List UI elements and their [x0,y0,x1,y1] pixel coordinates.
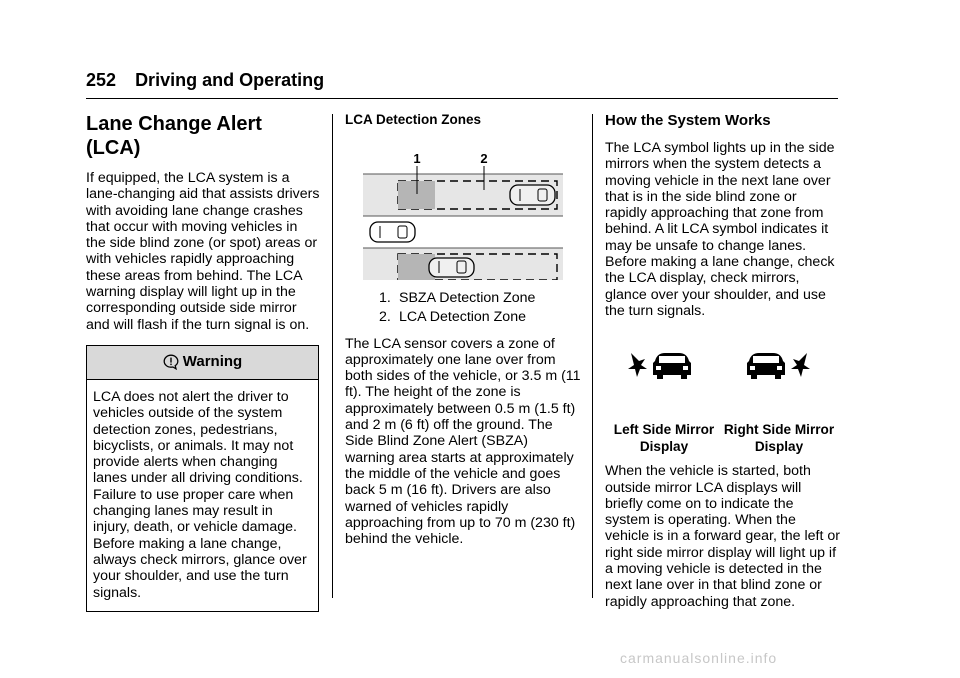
lca-title: Lane Change Alert (LCA) [86,113,262,159]
right-mirror-caption: Right Side Mirror Display [723,422,835,455]
watermark: carmanualsonline.info [620,650,778,666]
diagram-legend [379,290,581,326]
warning-icon [163,354,179,370]
legend-item: 1. SBZA Detection Zone [379,290,536,306]
mirror-display-icons [605,341,841,461]
how-it-works-text: The LCA symbol lights up in the side mirrors when the system detects a moving vehicle in the next lane over that is in the side blind zone or rapidly approaching that zone from behind. A lit LCA symbol indicates it may be unsafe to change lanes. Before making a lane change, check the LCA display, check mirrors, glance over your shoulder, and use the turn signals. [605,140,835,319]
left-mirror-lca-icon [625,347,695,387]
page-header [86,70,324,91]
detection-zones-title: LCA Detection Zones [345,112,482,127]
warning-title: Warning [182,353,243,371]
column-2 [345,112,581,557]
right-mirror-lca-icon [743,347,813,387]
column-divider-1 [332,114,333,598]
column-divider-2 [592,114,593,598]
section-title: Driving and Operating [135,70,325,90]
blind-zone-vehicle [429,258,474,277]
column-3 [605,112,841,620]
lca-intro: If equipped, the LCA system is a lane-changing aid that assists drivers with avoiding lane change crashes that occur with moving vehicles in the side blind zone (or spot) areas or with vehicles rapidly approaching these areas from behind. The LCA warning display will light up in the corresponding outside side mirror and will flash if the turn signal is on. [86,170,320,333]
callout-1: 1 [413,151,421,166]
legend-item: 2. LCA Detection Zone [379,309,526,326]
sensor-coverage-text: The LCA sensor covers a zone of approximately one lane over from both sides of the vehicle, or 3.5 m (11 ft). The height of the zone is approximately between 0.5 m (1.5 ft) and 2 m (6 ft) off the ground. The Side Blind Zone Alert (SBZA) warning area starts at approximately the middle of the vehicle and goes back 5 m (16 ft). Drivers are also warned of vehicles rapidly approaching from up to 70 m (230 ft) behind the vehicle. [345,335,581,548]
warning-header [87,346,318,380]
how-it-works-title: How the System Works [605,112,771,129]
callout-2: 2 [480,151,488,166]
approaching-vehicle [510,185,555,205]
page-number: 252 [86,70,117,90]
column-1 [86,112,320,612]
left-mirror-caption: Left Side Mirror Display [613,422,715,455]
header-divider [86,98,838,99]
warning-box [86,345,319,612]
startup-text: When the vehicle is started, both outside mirror LCA displays will briefly come on to indicate the system is operating. When the vehicle is in a forward gear, the left or right side mirror display will light up if a moving vehicle is detected in the next lane over in that blind zone or rapidly approaching that zone. [605,463,841,610]
detection-zones-diagram [345,150,565,280]
warning-body: LCA does not alert the driver to vehicles outside of the system detection zones, pedestrians, bicyclists, or animals. It may not provide alerts when changing lanes under all driving conditions. Failure to use proper care when changing lanes may result in injury, death, or vehicle damage. Before making a lane change, always check mirrors, glance over your shoulder, and use the turn signals. [93,388,307,601]
host-vehicle [370,222,415,242]
